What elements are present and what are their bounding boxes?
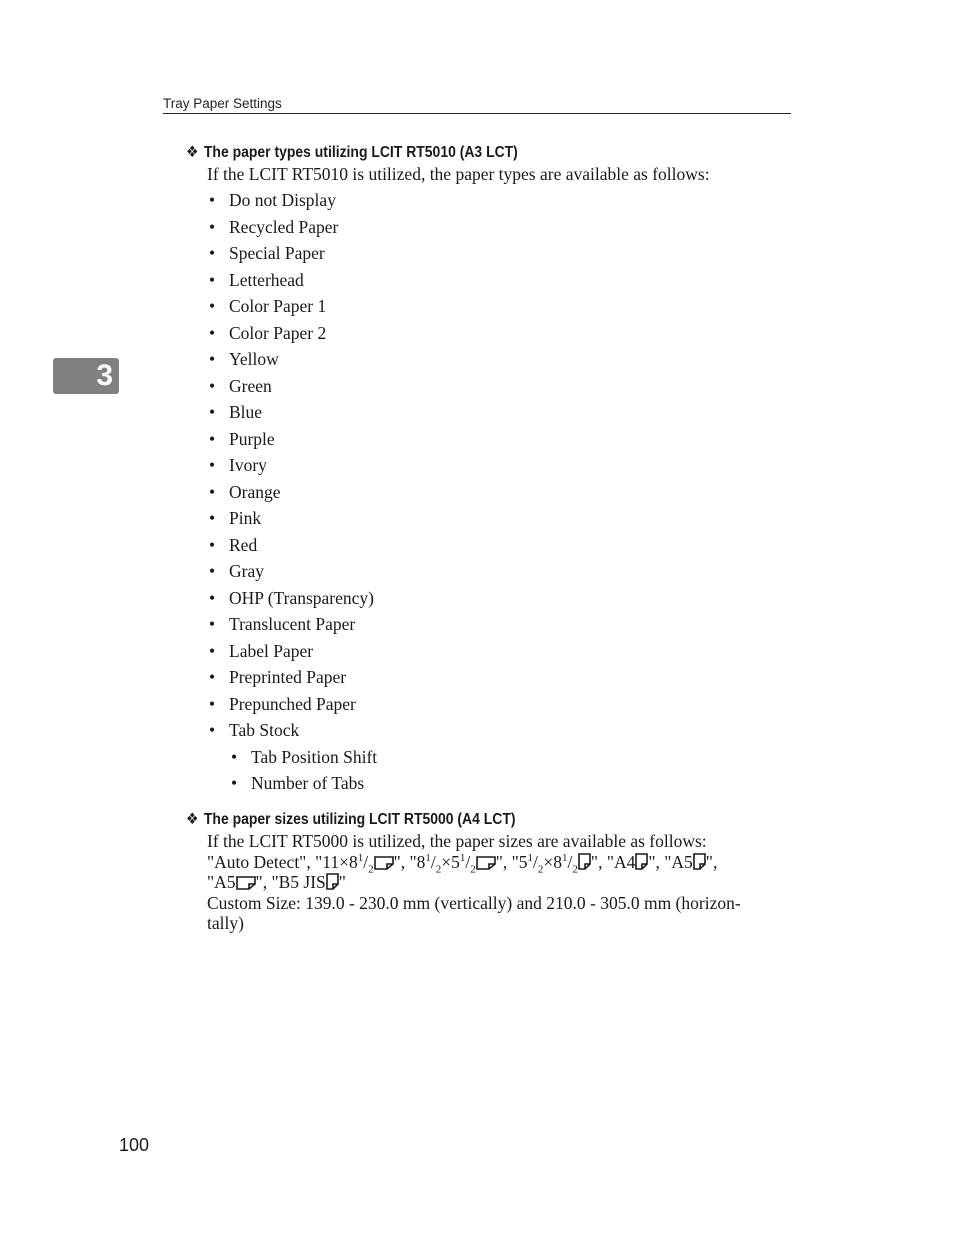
list-item: • Label Paper [207, 638, 377, 665]
paper-landscape-icon [374, 856, 394, 870]
chapter-tab [53, 358, 119, 394]
sub-list-item: • Number of Tabs [207, 770, 377, 797]
paper-sizes-paragraph [207, 831, 797, 934]
paper-portrait-icon [635, 853, 648, 870]
chapter-number: 3 [96, 359, 113, 392]
section-heading-paper-sizes [186, 810, 516, 829]
list-item: • Yellow [207, 346, 377, 373]
list-item: • Purple [207, 426, 377, 453]
list-item: • Orange [207, 479, 377, 506]
list-item: • Letterhead [207, 267, 377, 294]
section-heading-paper-types [186, 143, 518, 162]
diamond-bullet-icon: ❖ [186, 144, 199, 161]
section-heading-text: The paper types utilizing LCIT RT5010 (A3 LCT) [203, 144, 518, 161]
list-item: • Color Paper 1 [207, 293, 377, 320]
sub-list-item: • Tab Position Shift [207, 744, 377, 771]
list-item: • Color Paper 2 [207, 320, 377, 347]
list-item: • Special Paper [207, 240, 377, 267]
list-item: • Red [207, 532, 377, 559]
list-item: • Translucent Paper [207, 611, 377, 638]
list-item: • Recycled Paper [207, 214, 377, 241]
list-item: • Preprinted Paper [207, 664, 377, 691]
running-header: Tray Paper Settings [163, 96, 791, 114]
list-item: • Green [207, 373, 377, 400]
paper-portrait-icon [326, 873, 339, 890]
size-list-line-1: "Auto Detect", "$11\times 8^1/_2$ ", "$8^1/_2\times 5^1/_2$ ", "$5^1/_2\times 8^1/_2$ ", "A4 ", "A5 ", [207, 851, 718, 875]
list-item: • Tab Stock [207, 717, 377, 744]
list-item: • Prepunched Paper [207, 691, 377, 718]
list-item: • Pink [207, 505, 377, 532]
section-intro: If the LCIT RT5010 is utilized, the paper types are available as follows: [207, 164, 710, 184]
list-item: • Do not Display [207, 187, 377, 214]
paper-portrait-icon [578, 853, 591, 870]
section-intro: If the LCIT RT5000 is utilized, the paper sizes are available as follows: [207, 831, 707, 851]
list-item: • Gray [207, 558, 377, 585]
list-item: • OHP (Transparency) [207, 585, 377, 612]
custom-size-line-2: tally) [207, 913, 244, 933]
paper-landscape-icon [476, 856, 496, 870]
paper-landscape-icon [236, 876, 256, 890]
paper-type-list [207, 187, 377, 797]
list-item: • Blue [207, 399, 377, 426]
diamond-bullet-icon: ❖ [186, 811, 199, 828]
list-item: • Ivory [207, 452, 377, 479]
paper-portrait-icon [693, 853, 706, 870]
size-list-line-2: "A5 ", "B5 JIS " [207, 872, 346, 892]
custom-size-line-1: Custom Size: 139.0 - 230.0 mm (vertically) and 210.0 - 305.0 mm (horizon- [207, 892, 741, 913]
section-heading-text: The paper sizes utilizing LCIT RT5000 (A4 LCT) [203, 811, 516, 828]
page-number: 100 [119, 1135, 150, 1155]
